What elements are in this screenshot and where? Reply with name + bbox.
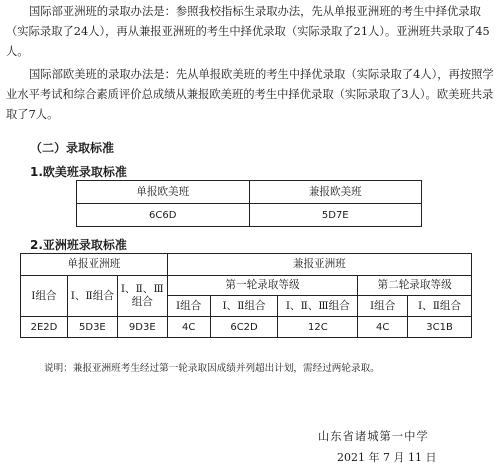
- asia-table-heading: 2.亚洲班录取标准: [30, 238, 127, 252]
- table-cell: 6C2D: [210, 317, 278, 338]
- paragraph-asia-admission: 国际部亚洲班的录取办法是：参照我校指标生录取办法，先从单报亚洲班的考生中择优录取（实际录取了24人），再从兼报亚洲班的考生中择优录取（实际录取了21人）。亚洲班共录取了45人。: [6, 5, 490, 58]
- table-cell: 3C1B: [408, 317, 472, 338]
- table-header-cell: 兼报欧美班: [249, 181, 422, 204]
- table-header-cell: Ⅰ、Ⅱ、Ⅲ组合: [117, 276, 167, 317]
- table-cell: 4C: [358, 317, 408, 338]
- table-cell: 5D7E: [249, 204, 422, 227]
- table-cell: 9D3E: [117, 317, 167, 338]
- table-cell: 2E2D: [21, 317, 68, 338]
- asia-standard-table: [20, 253, 472, 338]
- table-header-cell: 第一轮录取等级: [167, 276, 358, 296]
- table-cell: 12C: [278, 317, 358, 338]
- table-row: [21, 254, 472, 276]
- table-header-cell: Ⅰ、Ⅱ、Ⅲ组合: [278, 296, 358, 317]
- table-note: 说明：兼报亚洲班考生经过第一轮录取因成绩并列超出计划，需经过两轮录取。: [44, 363, 380, 374]
- table-cell: 6C6D: [77, 204, 250, 227]
- table-header-cell: Ⅰ、Ⅱ组合: [210, 296, 278, 317]
- table-header-cell: 单报亚洲班: [21, 254, 168, 276]
- table-header-cell: Ⅰ组合: [358, 296, 408, 317]
- table-cell: 4C: [167, 317, 210, 338]
- table-header-cell: Ⅰ组合: [167, 296, 210, 317]
- section-heading: （二）录取标准: [30, 141, 115, 155]
- europe-table-heading: 1.欧美班录取标准: [30, 165, 127, 179]
- europe-standard-table: [76, 180, 422, 227]
- table-row: [77, 181, 422, 204]
- table-row: [77, 204, 422, 227]
- table-header-cell: Ⅰ组合: [21, 276, 68, 317]
- school-signature: 山东省诸城第一中学: [318, 430, 429, 443]
- table-header-cell: Ⅰ、Ⅱ组合: [67, 276, 117, 317]
- table-header-cell: 第二轮录取等级: [358, 276, 472, 296]
- table-row: [21, 276, 472, 296]
- table-cell: 5D3E: [67, 317, 117, 338]
- signature-date: 2021 年 7 月 11 日: [337, 451, 437, 464]
- table-row: [21, 317, 472, 338]
- table-header-cell: Ⅰ、Ⅱ组合: [408, 296, 472, 317]
- paragraph-europe-admission: 国际部欧美班的录取办法是：先从单报欧美班的考生中择优录取（实际录取了4人），再按照学业水平考试和综合素质评价总成绩从兼报欧美班的考生中择优录取（实际录取了3人）。欧美班共录取了7人。: [6, 68, 494, 121]
- table-header-cell: 单报欧美班: [77, 181, 250, 204]
- table-header-cell: 兼报亚洲班: [167, 254, 471, 276]
